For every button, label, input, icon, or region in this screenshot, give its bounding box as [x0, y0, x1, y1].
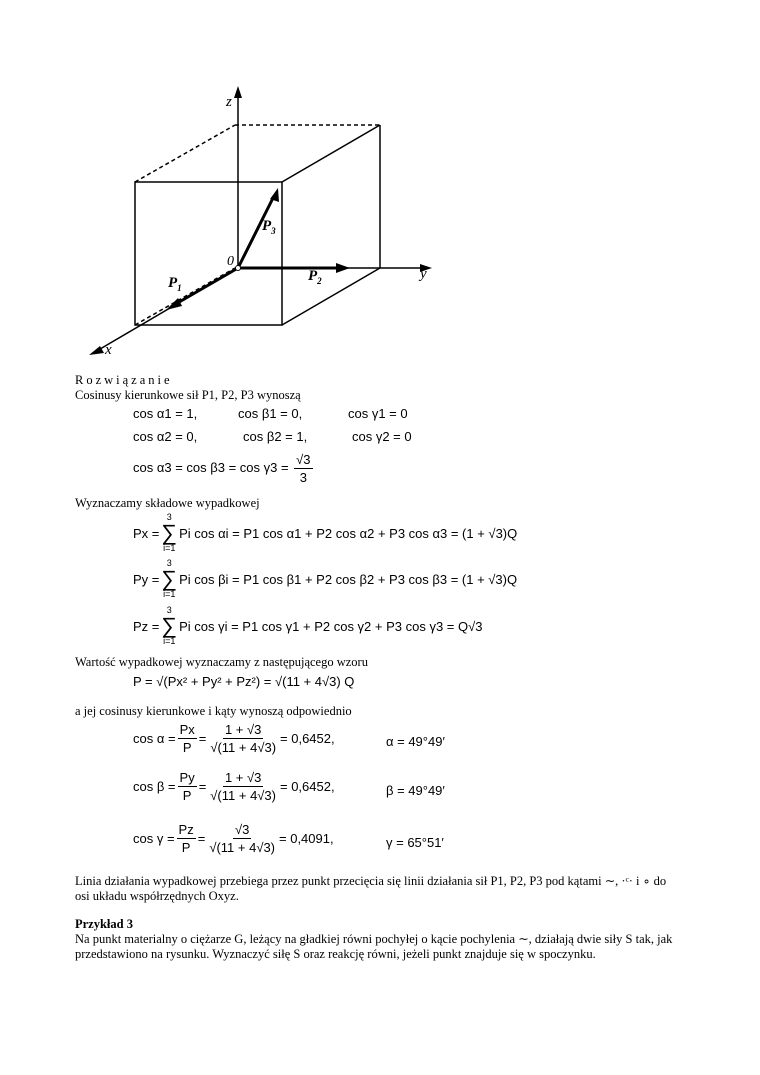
axis-label-x: x: [105, 342, 112, 358]
origin-label: 0: [227, 254, 234, 269]
cos-row-1-c: cos γ1 = 0: [348, 406, 408, 421]
axis-label-y: y: [420, 266, 427, 282]
line-of-action-text-2: osi układu współrzędnych Oxyz.: [75, 889, 239, 903]
components-intro: Wyznaczamy składowe wypadkowej: [75, 496, 260, 510]
angle-row-beta: cos β = $\frac{Py}{P}$ = $\frac{1 + √3}{√(11 + 4√3)}$ = 0,6452,: [133, 770, 335, 803]
force-label-p1: $P_1$: [168, 275, 182, 293]
angle-value-alpha: α = 49°49′: [386, 734, 445, 749]
cosines-intro: Cosinusy kierunkowe sił P1, P2, P3 wynoszą: [75, 388, 301, 402]
cos-row-2-c: cos γ2 = 0: [352, 429, 412, 444]
equation-px: Px = 3 ∑ i=1 Pi cos αi = P1 cos α1 + P2 cos α2 + P3 cos α3 = (1 + √3)Q: [133, 512, 518, 553]
resultant-equation: P = √(Px² + Py² + Pz²) = √(11 + 4√3) Q: [133, 674, 355, 689]
angle-row-gamma: cos γ = $\frac{Pz}{P}$ = $\frac{√3}{√(11 + 4√3)}$ = 0,4091,: [133, 822, 334, 855]
angles-intro: a jej cosinusy kierunkowe i kąty wynoszą odpowiednio: [75, 704, 352, 718]
angle-value-gamma: γ = 65°51′: [386, 835, 444, 850]
example-heading: Przykład 3: [75, 917, 133, 931]
cos-row-2-b: cos β2 = 1,: [243, 429, 308, 444]
cos-row-1-a: cos α1 = 1,: [133, 406, 198, 421]
line-of-action-text-1: Linia działania wypadkowej przebiega przez punkt przecięcia się linii działania sił P1, P2, P3 pod kątami ∼, ·ᶜ· i ∘ do: [75, 874, 667, 888]
axis-label-z: z: [226, 94, 232, 110]
solution-heading: Rozwiązanie: [75, 373, 173, 387]
example-text-2: przedstawiono na rysunku. Wyznaczyć siłę S oraz reakcję równi, jeżeli punkt znajduje się w spoczynku.: [75, 947, 596, 961]
cos-row-1-b: cos β1 = 0,: [238, 406, 303, 421]
angle-row-alpha: cos α = $\frac{Px}{P}$ = $\frac{1 + √3}{√(11 + 4√3)}$ = 0,6452,: [133, 722, 335, 755]
force-label-p2: $P_2$: [308, 268, 322, 286]
resultant-intro: Wartość wypadkowej wyznaczamy z następującego wzoru: [75, 655, 368, 669]
cos-row-2-a: cos α2 = 0,: [133, 429, 198, 444]
cos-row-3: cos α3 = cos β3 = cos γ3 = $\frac{√3}{3}$: [133, 452, 311, 485]
equation-py: Py = 3 ∑ i=1 Pi cos βi = P1 cos β1 + P2 cos β2 + P3 cos β3 = (1 + √3)Q: [133, 558, 518, 599]
equation-pz: Pz = 3 ∑ i=1 Pi cos γi = P1 cos γ1 + P2 cos γ2 + P3 cos γ3 = Q√3: [133, 605, 483, 646]
angle-value-beta: β = 49°49′: [386, 783, 445, 798]
example-text-1: Na punkt materialny o ciężarze G, leżący na gładkiej równi pochyłej o kącie pochylenia ∼, działają dwie siły S tak, jak: [75, 932, 673, 946]
force-label-p3: $P_3$: [262, 218, 276, 236]
